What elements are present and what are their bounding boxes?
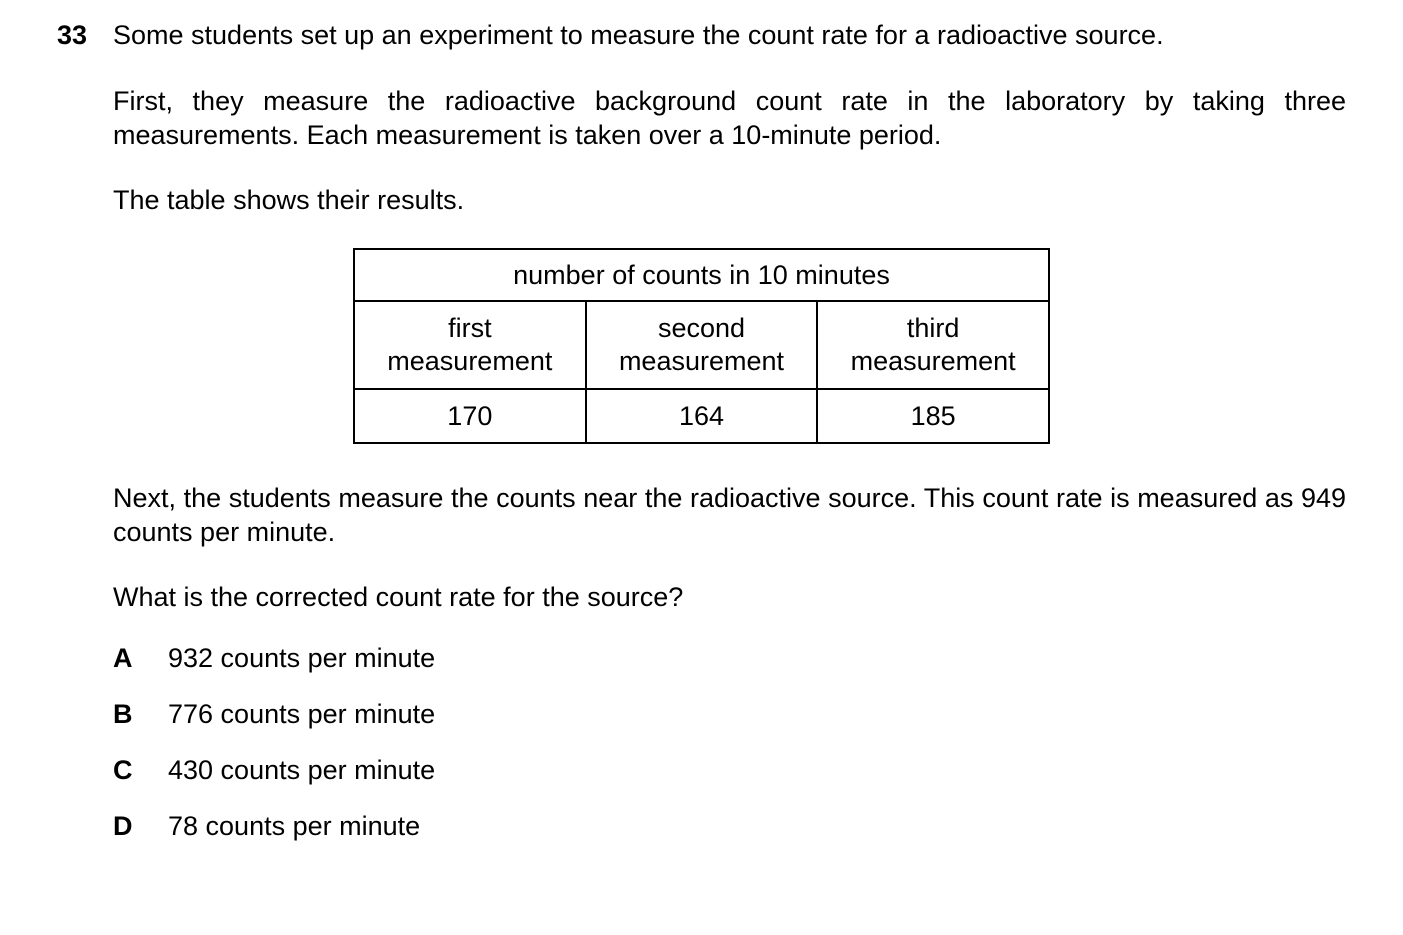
option-a[interactable] <box>113 641 435 675</box>
option-letter: B <box>113 699 133 729</box>
column-header-line: third <box>906 313 960 343</box>
table-subheader-row <box>354 301 1049 389</box>
table-values-row <box>354 389 1049 443</box>
column-header-line: measurement <box>387 346 553 376</box>
option-letter: A <box>113 643 133 673</box>
background-description: First, they measure the radioactive background count rate in the laboratory by taking three measurements. Each measurement is taken over a 10-minute period. <box>113 86 1346 150</box>
question-prompt: What is the corrected count rate for the source? <box>113 582 684 612</box>
option-b[interactable] <box>113 697 435 731</box>
column-header-third <box>817 301 1049 389</box>
table-cell-second-value: 164 <box>586 389 818 443</box>
column-header-line: measurement <box>618 346 785 376</box>
table-cell-third-value: 185 <box>817 389 1049 443</box>
option-text: 430 counts per minute <box>168 755 436 785</box>
column-header-first <box>354 301 586 389</box>
table-intro: The table shows their results. <box>113 185 465 215</box>
column-header-line: measurement <box>850 346 1016 376</box>
table-header-row <box>354 249 1049 301</box>
table-header: number of counts in 10 minutes <box>354 249 1049 301</box>
option-text: 932 counts per minute <box>168 643 436 673</box>
option-text: 78 counts per minute <box>168 811 421 841</box>
question-intro: Some students set up an experiment to measure the count rate for a radioactive source. <box>113 20 1164 50</box>
option-d[interactable] <box>113 809 420 843</box>
column-header-second <box>586 301 818 389</box>
table-cell-first-value: 170 <box>354 389 586 443</box>
source-measurement-text: Next, the students measure the counts near the radioactive source. This count rate is measured as 949 counts per minute. <box>113 483 1346 547</box>
option-letter: D <box>113 811 133 841</box>
option-c[interactable] <box>113 753 435 787</box>
column-header-line: second <box>657 313 746 343</box>
results-table <box>353 248 1050 444</box>
column-header-line: first <box>448 313 492 343</box>
option-text: 776 counts per minute <box>168 699 436 729</box>
option-letter: C <box>113 755 133 785</box>
question-number: 33 <box>57 20 88 50</box>
